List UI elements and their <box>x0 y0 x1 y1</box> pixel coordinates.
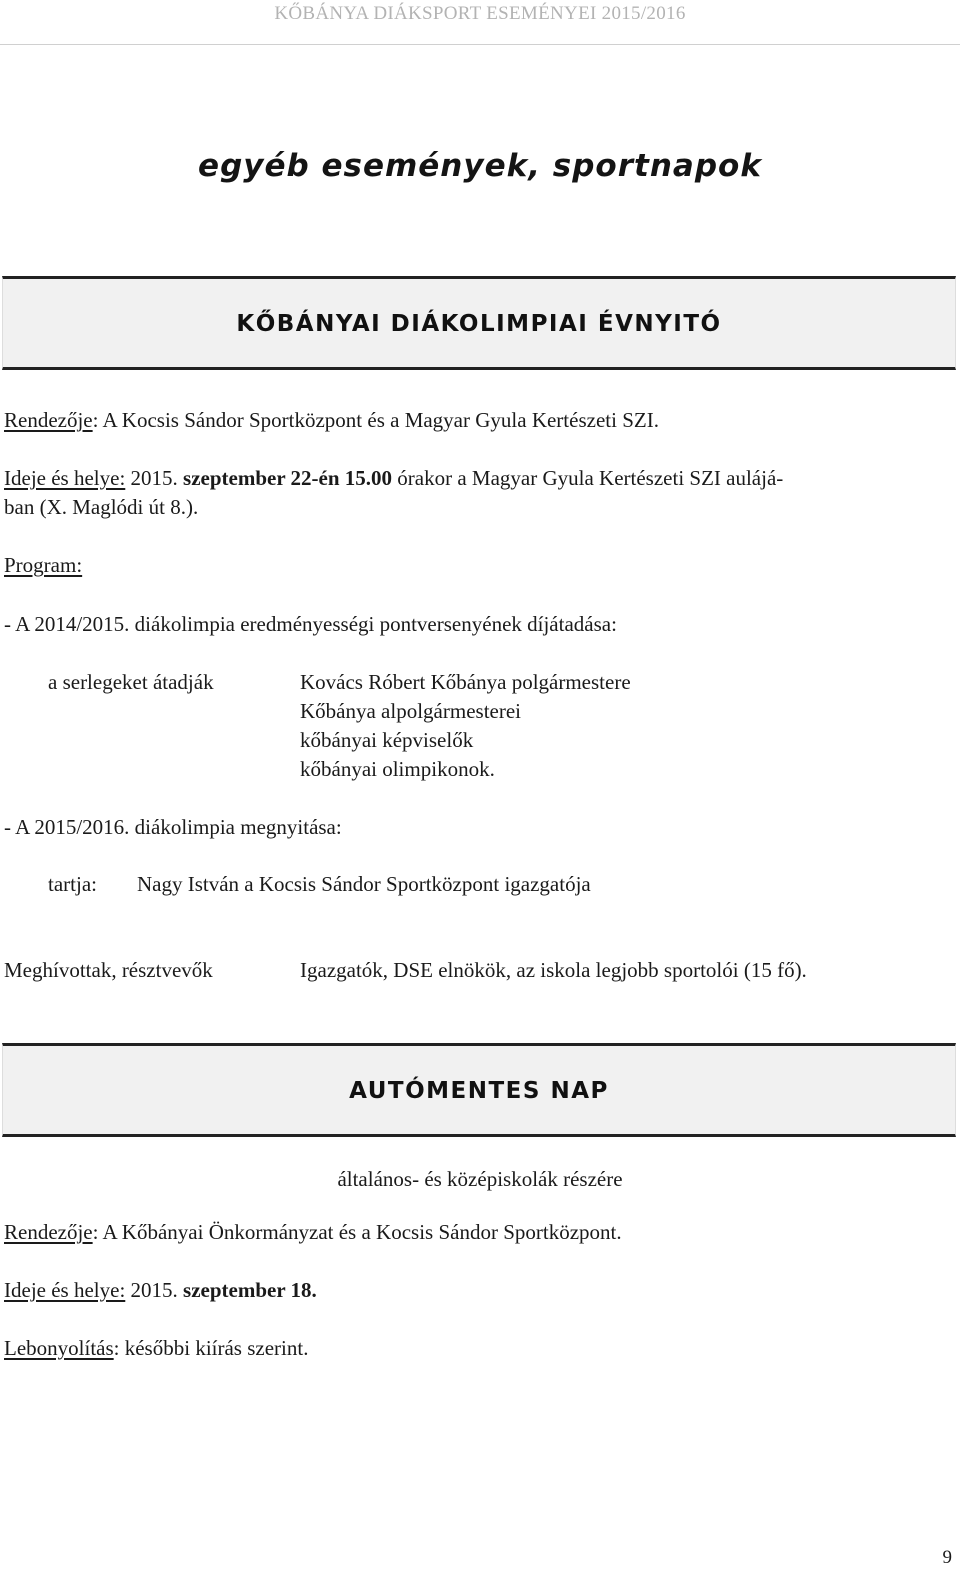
event-title-2: AUTÓMENTES NAP <box>349 1078 609 1104</box>
section-title: egyéb események, sportnapok <box>198 148 762 184</box>
event-title-box <box>2 276 956 370</box>
event-subtitle: általános- és középiskolák részére <box>337 1167 623 1191</box>
organizer-value-2: : A Kőbányai Önkormányzat és a Kocsis Sándor Sportközpont. <box>92 1220 622 1244</box>
time-place-line <box>4 466 783 491</box>
held-by-label: tartja: <box>48 872 97 896</box>
time-bold: szeptember 22-én 15.00 <box>183 466 393 490</box>
trophies-label: a serlegeket átadják <box>48 670 214 694</box>
time-place-line-2: ban (X. Maglódi út 8.). <box>4 495 199 519</box>
page-number: 9 <box>942 1547 952 1568</box>
organizer-line <box>4 408 659 433</box>
running-header: KŐBÁNYA DIÁKSPORT ESEMÉNYEI 2015/2016 <box>274 3 686 24</box>
organizer-label: Rendezője <box>4 408 93 432</box>
time-place-label-2: Ideje és helye: <box>4 1278 126 1302</box>
held-by-value: Nagy István a Kocsis Sándor Sportközpont igazgatója <box>137 872 591 896</box>
invited-label: Meghívottak, résztvevők <box>4 958 213 982</box>
organizer-label-2: Rendezője <box>4 1220 93 1244</box>
time-place-label: Ideje és helye: <box>4 466 126 490</box>
conduct-value: : későbbi kiírás szerint. <box>113 1336 309 1360</box>
header-divider <box>0 44 960 45</box>
time-rest: órakor a Magyar Gyula Kertészeti SZI aulájá- <box>392 466 784 490</box>
organizer-line-2 <box>4 1220 622 1245</box>
event-title: KŐBÁNYAI DIÁKOLIMPIAI ÉVNYITÓ <box>236 311 722 337</box>
event-title-box-2 <box>2 1043 956 1137</box>
time-date-2: 2015. <box>125 1278 184 1302</box>
conduct-line <box>4 1336 308 1361</box>
presenter-4: kőbányai olimpikonok. <box>300 757 495 781</box>
program-label: Program: <box>4 553 83 577</box>
time-date: 2015. <box>125 466 184 490</box>
presenter-3: kőbányai képviselők <box>300 728 474 752</box>
presenter-1: Kovács Róbert Kőbánya polgármestere <box>300 670 631 694</box>
conduct-label: Lebonyolítás <box>4 1336 114 1360</box>
organizer-value: : A Kocsis Sándor Sportközpont és a Magyar Gyula Kertészeti SZI. <box>92 408 659 432</box>
presenter-2: Kőbánya alpolgármesterei <box>300 699 521 723</box>
program-item-2: - A 2015/2016. diákolimpia megnyitása: <box>4 815 342 839</box>
program-item-1: - A 2014/2015. diákolimpia eredményességi pontversenyének díjátadása: <box>4 612 617 636</box>
time-bold-2: szeptember 18. <box>183 1278 317 1302</box>
invited-value: Igazgatók, DSE elnökök, az iskola legjobb sportolói (15 fő). <box>300 958 807 982</box>
time-place-line-3 <box>4 1278 317 1303</box>
